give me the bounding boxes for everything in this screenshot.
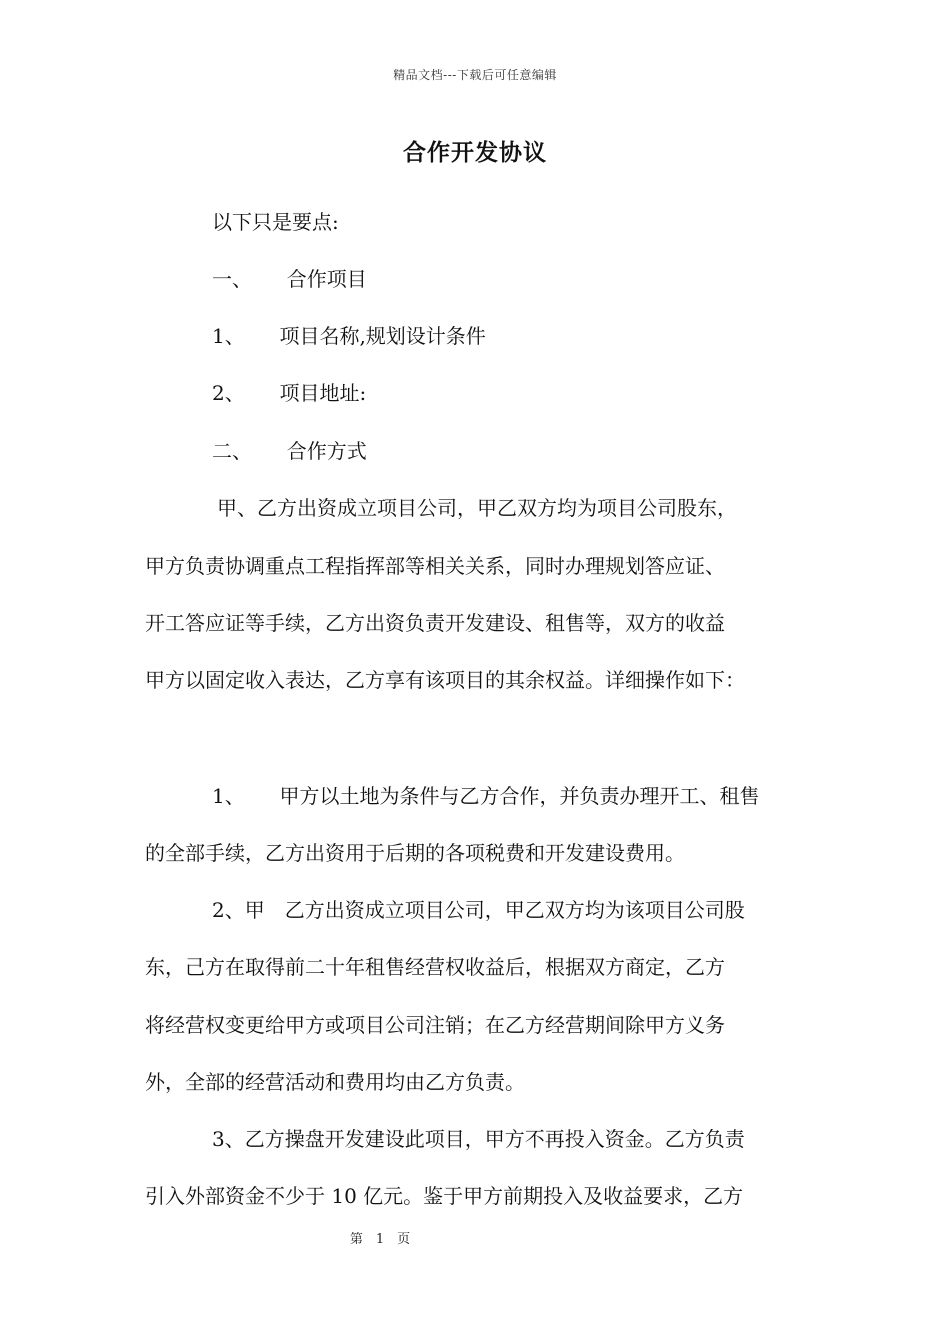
- item-1-line: [212, 322, 486, 350]
- paragraph-a-line-4: 甲方以固定收入表达，乙方享有该项目的其余权益。详细操作如下：: [145, 668, 745, 692]
- section-1-number: 一、: [212, 267, 252, 291]
- point-2-line-4: 外，全部的经营活动和费用均由乙方负责。: [145, 1070, 525, 1094]
- item-2-number: 2、: [212, 381, 245, 405]
- point-2-line-1: 2、甲 乙方出资成立项目公司，甲乙双方均为该项目公司股: [212, 898, 745, 922]
- section-1-heading: [212, 265, 367, 293]
- point-1-number: 1、: [212, 784, 245, 808]
- section-2-label: 合作方式: [286, 439, 367, 463]
- paragraph-a-line-2: 甲方负责协调重点工程指挥部等相关关系，同时办理规划答应证、: [145, 554, 725, 578]
- section-1-label: 合作项目: [286, 267, 367, 291]
- paragraph-a-line-3: 开工答应证等手续，乙方出资负责开发建设、租售等，双方的收益: [145, 611, 725, 635]
- item-2-line: [212, 379, 366, 407]
- point-3-line-2: 引入外部资金不少于 10 亿元。鉴于甲方前期投入及收益要求，乙方: [145, 1184, 744, 1208]
- point-1-line-2: 的全部手续，乙方出资用于后期的各项税费和开发建设费用。: [145, 841, 685, 865]
- header-note: 精品文档---下载后可任意编辑: [393, 68, 557, 82]
- section-2-number: 二、: [212, 439, 252, 463]
- item-1-text: 项目名称,规划设计条件: [279, 324, 486, 348]
- point-2-line-2: 东，己方在取得前二十年租售经营权收益后，根据双方商定，乙方: [145, 955, 725, 979]
- paragraph-a-line-1: 甲、乙方出资成立项目公司，甲乙双方均为项目公司股东，: [217, 496, 737, 520]
- point-1-line-1: [212, 782, 759, 810]
- document-title: 合作开发协议: [403, 139, 547, 166]
- point-3-line-1: 3、乙方操盘开发建设此项目，甲方不再投入资金。乙方负责: [212, 1127, 745, 1151]
- page-number: 第 1 页: [349, 1232, 411, 1247]
- intro-line: 以下只是要点:: [212, 210, 339, 234]
- item-2-text: 项目地址:: [279, 381, 367, 405]
- point-2-line-3: 将经营权变更给甲方或项目公司注销；在乙方经营期间除甲方义务: [145, 1013, 725, 1037]
- point-1-text: 甲方以土地为条件与乙方合作，并负责办理开工、租售: [279, 784, 760, 808]
- item-1-number: 1、: [212, 324, 245, 348]
- section-2-heading: [212, 437, 367, 465]
